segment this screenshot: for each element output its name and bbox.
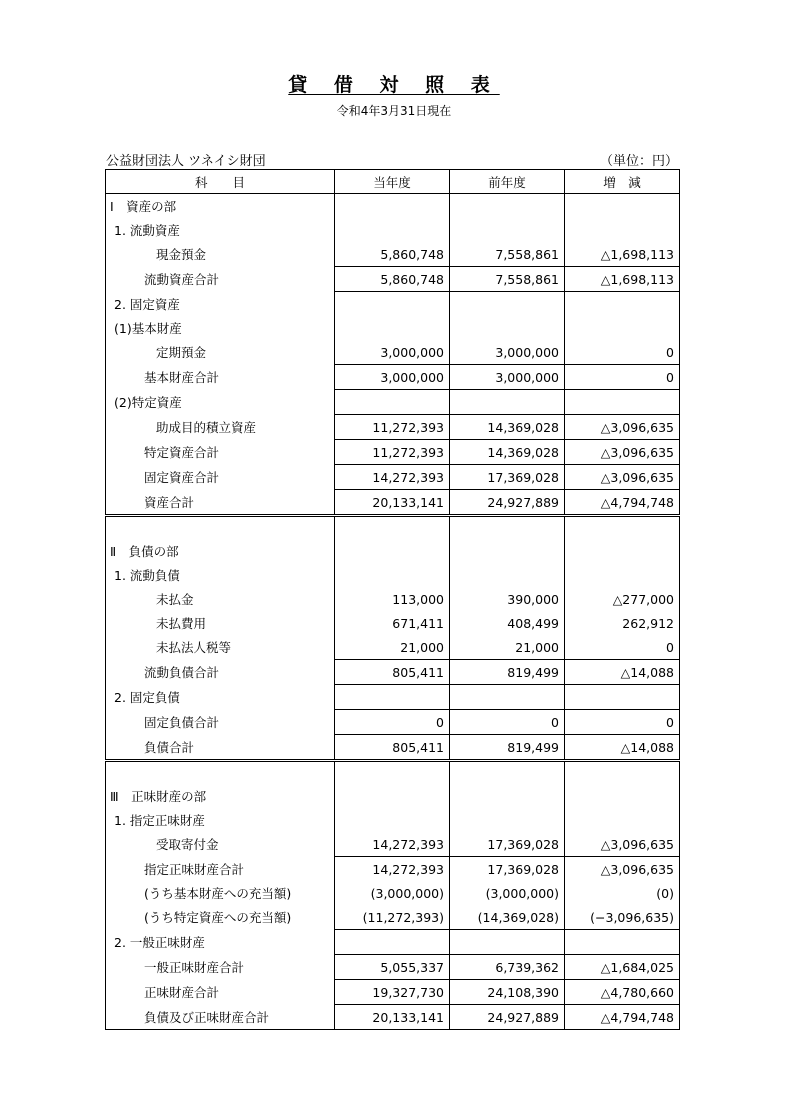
change-value: 262,912	[565, 611, 680, 635]
document-title	[0, 70, 788, 97]
current-year-value	[335, 761, 450, 785]
table-row	[106, 365, 680, 390]
change-value: △4,794,748	[565, 490, 680, 516]
organization-name: 公益財団法人 ツネイシ財団	[106, 154, 266, 169]
current-year-value: 5,860,748	[335, 267, 450, 292]
previous-year-value: 14,369,028	[450, 415, 565, 440]
account-label	[106, 516, 335, 540]
change-value: △3,096,635	[565, 465, 680, 490]
table-row	[106, 735, 680, 761]
current-year-value: 5,055,337	[335, 955, 450, 980]
previous-year-value	[450, 316, 565, 340]
change-value	[565, 390, 680, 415]
previous-year-value: 819,499	[450, 660, 565, 685]
current-year-value: 14,272,393	[335, 832, 450, 857]
current-year-value: 5,860,748	[335, 242, 450, 267]
header-current-year: 当年度	[335, 170, 450, 194]
previous-year-value: 3,000,000	[450, 365, 565, 390]
previous-year-value	[450, 930, 565, 955]
account-label: 未払金	[106, 587, 335, 611]
change-value	[565, 808, 680, 832]
table-row	[106, 784, 680, 808]
account-label: 一般正味財産合計	[106, 955, 335, 980]
current-year-value: 3,000,000	[335, 365, 450, 390]
previous-year-value: (14,369,028)	[450, 905, 565, 930]
table-row	[106, 242, 680, 267]
current-year-value: 671,411	[335, 611, 450, 635]
table-row	[106, 340, 680, 365]
table-row	[106, 316, 680, 340]
current-year-value: 113,000	[335, 587, 450, 611]
previous-year-value: 819,499	[450, 735, 565, 761]
account-label: 特定資産合計	[106, 440, 335, 465]
change-value: 0	[565, 635, 680, 660]
change-value	[565, 685, 680, 710]
account-label: 未払費用	[106, 611, 335, 635]
change-value	[565, 761, 680, 785]
previous-year-value: 6,739,362	[450, 955, 565, 980]
current-year-value	[335, 563, 450, 587]
current-year-value	[335, 784, 450, 808]
change-value: △1,698,113	[565, 242, 680, 267]
table-row	[106, 1005, 680, 1030]
table-row	[106, 660, 680, 685]
previous-year-value: 24,108,390	[450, 980, 565, 1005]
account-label: 資産合計	[106, 490, 335, 516]
previous-year-value	[450, 784, 565, 808]
previous-year-value: 14,369,028	[450, 440, 565, 465]
account-label: 現金預金	[106, 242, 335, 267]
account-label: (うち基本財産への充当額)	[106, 881, 335, 905]
previous-year-value: 408,499	[450, 611, 565, 635]
table-body	[106, 194, 680, 1030]
previous-year-value: 390,000	[450, 587, 565, 611]
current-year-value: 20,133,141	[335, 1005, 450, 1030]
previous-year-value: 17,369,028	[450, 832, 565, 857]
account-label: 基本財産合計	[106, 365, 335, 390]
change-value: △1,698,113	[565, 267, 680, 292]
table-row	[106, 832, 680, 857]
account-label: 流動負債合計	[106, 660, 335, 685]
account-label: Ⅰ 資産の部	[106, 194, 335, 219]
account-label: 正味財産合計	[106, 980, 335, 1005]
document-title-text: 貸 借 対 照 表	[288, 74, 500, 96]
previous-year-value	[450, 390, 565, 415]
table-row	[106, 516, 680, 540]
table-row	[106, 685, 680, 710]
account-label: 2. 固定資産	[106, 292, 335, 317]
previous-year-value	[450, 292, 565, 317]
previous-year-value: 24,927,889	[450, 490, 565, 516]
table-row	[106, 611, 680, 635]
table-row	[106, 539, 680, 563]
current-year-value: 19,327,730	[335, 980, 450, 1005]
account-label: 指定正味財産合計	[106, 857, 335, 882]
previous-year-value: 24,927,889	[450, 1005, 565, 1030]
current-year-value	[335, 539, 450, 563]
change-value: △4,780,660	[565, 980, 680, 1005]
change-value: △3,096,635	[565, 440, 680, 465]
change-value: 0	[565, 340, 680, 365]
change-value	[565, 218, 680, 242]
change-value	[565, 194, 680, 219]
table-row	[106, 490, 680, 516]
account-label: (1)基本財産	[106, 316, 335, 340]
previous-year-value: 7,558,861	[450, 242, 565, 267]
account-label: 未払法人税等	[106, 635, 335, 660]
current-year-value: 21,000	[335, 635, 450, 660]
current-year-value	[335, 685, 450, 710]
current-year-value: 805,411	[335, 660, 450, 685]
table-row	[106, 955, 680, 980]
table-row	[106, 635, 680, 660]
account-label	[106, 761, 335, 785]
account-label: 1. 流動負債	[106, 563, 335, 587]
previous-year-value: 17,369,028	[450, 857, 565, 882]
account-label: 負債及び正味財産合計	[106, 1005, 335, 1030]
previous-year-value	[450, 563, 565, 587]
current-year-value: 20,133,141	[335, 490, 450, 516]
change-value: △3,096,635	[565, 832, 680, 857]
table-row	[106, 808, 680, 832]
current-year-value	[335, 194, 450, 219]
change-value: (0)	[565, 881, 680, 905]
change-value: △14,088	[565, 660, 680, 685]
change-value	[565, 516, 680, 540]
previous-year-value: 21,000	[450, 635, 565, 660]
table-row	[106, 761, 680, 785]
table-row	[106, 587, 680, 611]
table-row	[106, 218, 680, 242]
account-label: 受取寄付金	[106, 832, 335, 857]
account-label: 流動資産合計	[106, 267, 335, 292]
header-previous-year: 前年度	[450, 170, 565, 194]
change-value: △14,088	[565, 735, 680, 761]
table-row	[106, 930, 680, 955]
previous-year-value: (3,000,000)	[450, 881, 565, 905]
change-value: △3,096,635	[565, 415, 680, 440]
change-value: 0	[565, 710, 680, 735]
current-year-value: 11,272,393	[335, 415, 450, 440]
current-year-value	[335, 218, 450, 242]
current-year-value: (3,000,000)	[335, 881, 450, 905]
account-label: 助成目的積立資産	[106, 415, 335, 440]
table-row	[106, 980, 680, 1005]
account-label: 1. 流動資産	[106, 218, 335, 242]
account-label: Ⅲ 正味財産の部	[106, 784, 335, 808]
change-value	[565, 784, 680, 808]
current-year-value: 805,411	[335, 735, 450, 761]
previous-year-value	[450, 761, 565, 785]
previous-year-value	[450, 685, 565, 710]
current-year-value: 3,000,000	[335, 340, 450, 365]
unit-label: （単位：円）	[599, 154, 678, 169]
change-value	[565, 539, 680, 563]
account-label: 固定資産合計	[106, 465, 335, 490]
table-row	[106, 905, 680, 930]
table-row	[106, 465, 680, 490]
previous-year-value: 0	[450, 710, 565, 735]
table-row	[106, 267, 680, 292]
change-value: △4,794,748	[565, 1005, 680, 1030]
previous-year-value: 3,000,000	[450, 340, 565, 365]
table-row	[106, 415, 680, 440]
table-row	[106, 857, 680, 882]
account-label: 2. 固定負債	[106, 685, 335, 710]
change-value	[565, 930, 680, 955]
previous-year-value	[450, 194, 565, 219]
account-label: 負債合計	[106, 735, 335, 761]
current-year-value: 14,272,393	[335, 465, 450, 490]
current-year-value	[335, 390, 450, 415]
as-of-date: 令和4年3月31日現在	[336, 104, 452, 118]
change-value	[565, 292, 680, 317]
account-label: Ⅱ 負債の部	[106, 539, 335, 563]
table-row	[106, 440, 680, 465]
change-value: △277,000	[565, 587, 680, 611]
previous-year-value	[450, 516, 565, 540]
table-row	[106, 881, 680, 905]
previous-year-value	[450, 218, 565, 242]
table-header-row	[106, 170, 680, 194]
change-value	[565, 563, 680, 587]
table-row	[106, 194, 680, 219]
header-account: 科 目	[106, 170, 335, 194]
current-year-value: 0	[335, 710, 450, 735]
table-row	[106, 563, 680, 587]
account-label: 固定負債合計	[106, 710, 335, 735]
previous-year-value	[450, 539, 565, 563]
balance-sheet-table	[105, 169, 680, 1030]
current-year-value: (11,272,393)	[335, 905, 450, 930]
account-label: 定期預金	[106, 340, 335, 365]
change-value	[565, 316, 680, 340]
account-label: 2. 一般正味財産	[106, 930, 335, 955]
change-value: (−3,096,635)	[565, 905, 680, 930]
change-value: 0	[565, 365, 680, 390]
account-label: 1. 指定正味財産	[106, 808, 335, 832]
account-label: (2)特定資産	[106, 390, 335, 415]
change-value: △1,684,025	[565, 955, 680, 980]
table-row	[106, 710, 680, 735]
current-year-value: 14,272,393	[335, 857, 450, 882]
current-year-value	[335, 516, 450, 540]
previous-year-value: 7,558,861	[450, 267, 565, 292]
current-year-value	[335, 292, 450, 317]
previous-year-value	[450, 808, 565, 832]
table-row	[106, 390, 680, 415]
previous-year-value: 17,369,028	[450, 465, 565, 490]
current-year-value	[335, 808, 450, 832]
account-label: (うち特定資産への充当額)	[106, 905, 335, 930]
change-value: △3,096,635	[565, 857, 680, 882]
header-change: 増 減	[565, 170, 680, 194]
current-year-value: 11,272,393	[335, 440, 450, 465]
table-row	[106, 292, 680, 317]
current-year-value	[335, 930, 450, 955]
current-year-value	[335, 316, 450, 340]
